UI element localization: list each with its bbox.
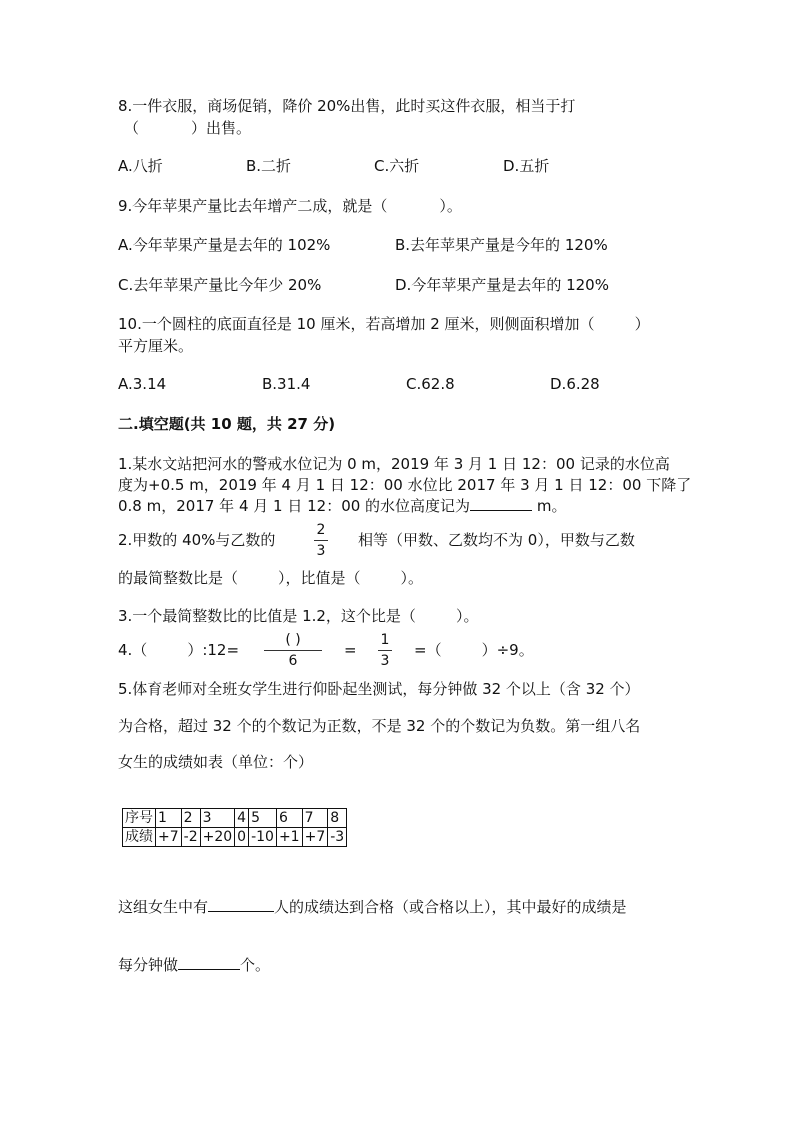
f5-after1-end: 人的成绩达到合格（或合格以上），其中最好的成绩是 [274, 898, 627, 916]
f2-line2-end: ）。 [400, 569, 424, 587]
table-cell: 3 [200, 809, 235, 828]
section-heading: 二.填空题(共 10 题，共 27 分) [118, 415, 336, 433]
table-cell: 2 [181, 809, 200, 828]
table-cell: 6 [276, 809, 302, 828]
f5-line1: 5.体育老师对全班女学生进行仰卧起坐测试，每分钟做 32 个以上（含 32 个） [118, 680, 640, 698]
q9-option-b[interactable]: B.去年苹果产量是今年的 120% [395, 236, 608, 254]
f4-equals: = [344, 641, 357, 659]
f1-answer-blank[interactable] [470, 496, 532, 511]
f4-fraction-2-denominator: 3 [380, 653, 390, 669]
f4-part2 [414, 640, 534, 660]
f1-line3-end: m。 [532, 497, 567, 515]
f4-divide: ）÷9。 [481, 641, 534, 659]
f2-fraction-numerator: 2 [316, 522, 326, 538]
f4-fraction-2-numerator: 1 [380, 632, 390, 648]
f4-fraction-1 [264, 632, 322, 669]
table-cell: 0 [235, 828, 249, 847]
table-cell: 5 [249, 809, 277, 828]
q8-option-c[interactable]: C.六折 [374, 157, 420, 175]
table-cell: 成绩 [123, 828, 156, 847]
f2-fraction [314, 522, 328, 559]
score-table-row-scores [123, 828, 347, 847]
q8-option-d[interactable]: D.五折 [503, 157, 550, 175]
f2-line1-start: 2.甲数的 40%与乙数的 [118, 531, 276, 549]
f4-ratio: ）:12= [187, 641, 240, 659]
q10-option-d[interactable]: D.6.28 [550, 375, 600, 393]
f3-line [118, 606, 478, 626]
f2-line1-end: 相等（甲数、乙数均不为 0），甲数与乙数 [358, 531, 635, 549]
f2-line2-start: 的最简整数比是（ [118, 569, 239, 587]
q8-stem-line2 [124, 118, 251, 138]
f3-end: ）。 [455, 607, 479, 625]
f5-after1-start: 这组女生中有 [118, 898, 209, 916]
f1-line3 [118, 496, 566, 516]
f2-fraction-denominator: 3 [316, 543, 326, 559]
f4-part1 [118, 640, 239, 660]
f1-line1: 1.某水文站把河水的警戒水位记为 0 m，2019 年 3 月 1 日 12：00 记录的水位高 [118, 455, 670, 473]
table-cell: +20 [200, 828, 235, 847]
q10-stem-line2: 平方厘米。 [118, 337, 194, 355]
q10-option-c[interactable]: C.62.8 [406, 375, 455, 393]
f5-line2: 为合格，超过 32 个的个数记为正数，不是 32 个的个数记为负数。第一组八名 [118, 717, 641, 735]
f1-line3-start: 0.8 m，2017 年 4 月 1 日 12：00 的水位高度记为 [118, 497, 471, 515]
q9-option-c[interactable]: C.去年苹果产量比今年少 20% [118, 276, 322, 294]
f5-count-blank[interactable] [208, 897, 274, 912]
f2-fraction-bar [314, 540, 328, 541]
score-table-row-index [123, 809, 347, 828]
f2-line2-mid: ），比值是（ [278, 569, 361, 587]
f4-equals-open: =（ [414, 641, 442, 659]
q10-option-b[interactable]: B.31.4 [262, 375, 311, 393]
q10-option-a[interactable]: A.3.14 [118, 375, 167, 393]
f5-best-blank[interactable] [178, 955, 240, 970]
q8-option-b[interactable]: B.二折 [246, 157, 292, 175]
table-cell: -3 [328, 828, 347, 847]
table-cell: +7 [156, 828, 182, 847]
q9-option-d[interactable]: D.今年苹果产量是去年的 120% [395, 276, 609, 294]
q10-stem-line1 [118, 314, 650, 334]
table-cell: 序号 [123, 809, 156, 828]
q8-close-paren: ）出售。 [191, 119, 252, 137]
f5-after2-start: 每分钟做 [118, 956, 179, 974]
q9-option-a[interactable]: A.今年苹果产量是去年的 102% [118, 236, 331, 254]
f1-line2: 度为+0.5 m，2019 年 4 月 1 日 12：00 水位比 2017 年 3 月 1 日 12：00 下降了 [118, 476, 692, 494]
table-cell: 4 [235, 809, 249, 828]
q8-open-paren: （ [124, 119, 140, 137]
q9-stem [118, 196, 462, 216]
score-table [122, 808, 347, 847]
q10-stem-start: 10.一个圆柱的底面直径是 10 厘米，若高增加 2 厘米，则侧面积增加（ [118, 315, 595, 333]
table-cell: +7 [302, 828, 328, 847]
table-cell: -10 [249, 828, 277, 847]
f5-after-line1 [118, 897, 627, 917]
f2-line2 [118, 568, 423, 588]
f4-open: 4.（ [118, 641, 148, 659]
f4-fraction-1-denominator: 6 [288, 653, 298, 669]
q9-stem-end: ）。 [439, 197, 462, 215]
f4-fraction-2 [378, 632, 392, 669]
f4-fraction-1-bar [264, 650, 322, 651]
q8-stem-line1: 8.一件衣服，商场促销，降价 20%出售，此时买这件衣服，相当于打 [118, 97, 576, 115]
f3-start: 3.一个最简整数比的比值是 1.2，这个比是（ [118, 607, 416, 625]
table-cell: 1 [156, 809, 182, 828]
f4-fraction-2-bar [378, 650, 392, 651]
table-cell: 8 [328, 809, 347, 828]
f5-after-line2 [118, 955, 270, 975]
table-cell: +1 [276, 828, 302, 847]
f4-fraction-1-numerator[interactable]: ( ) [285, 632, 301, 648]
f5-after2-end: 个。 [240, 956, 271, 974]
q9-stem-start: 9.今年苹果产量比去年增产二成，就是（ [118, 197, 388, 215]
q8-option-a[interactable]: A.八折 [118, 157, 163, 175]
q10-stem-end: ） [634, 315, 650, 333]
table-cell: -2 [181, 828, 200, 847]
table-cell: 7 [302, 809, 328, 828]
f5-line3: 女生的成绩如表（单位：个） [118, 753, 314, 771]
